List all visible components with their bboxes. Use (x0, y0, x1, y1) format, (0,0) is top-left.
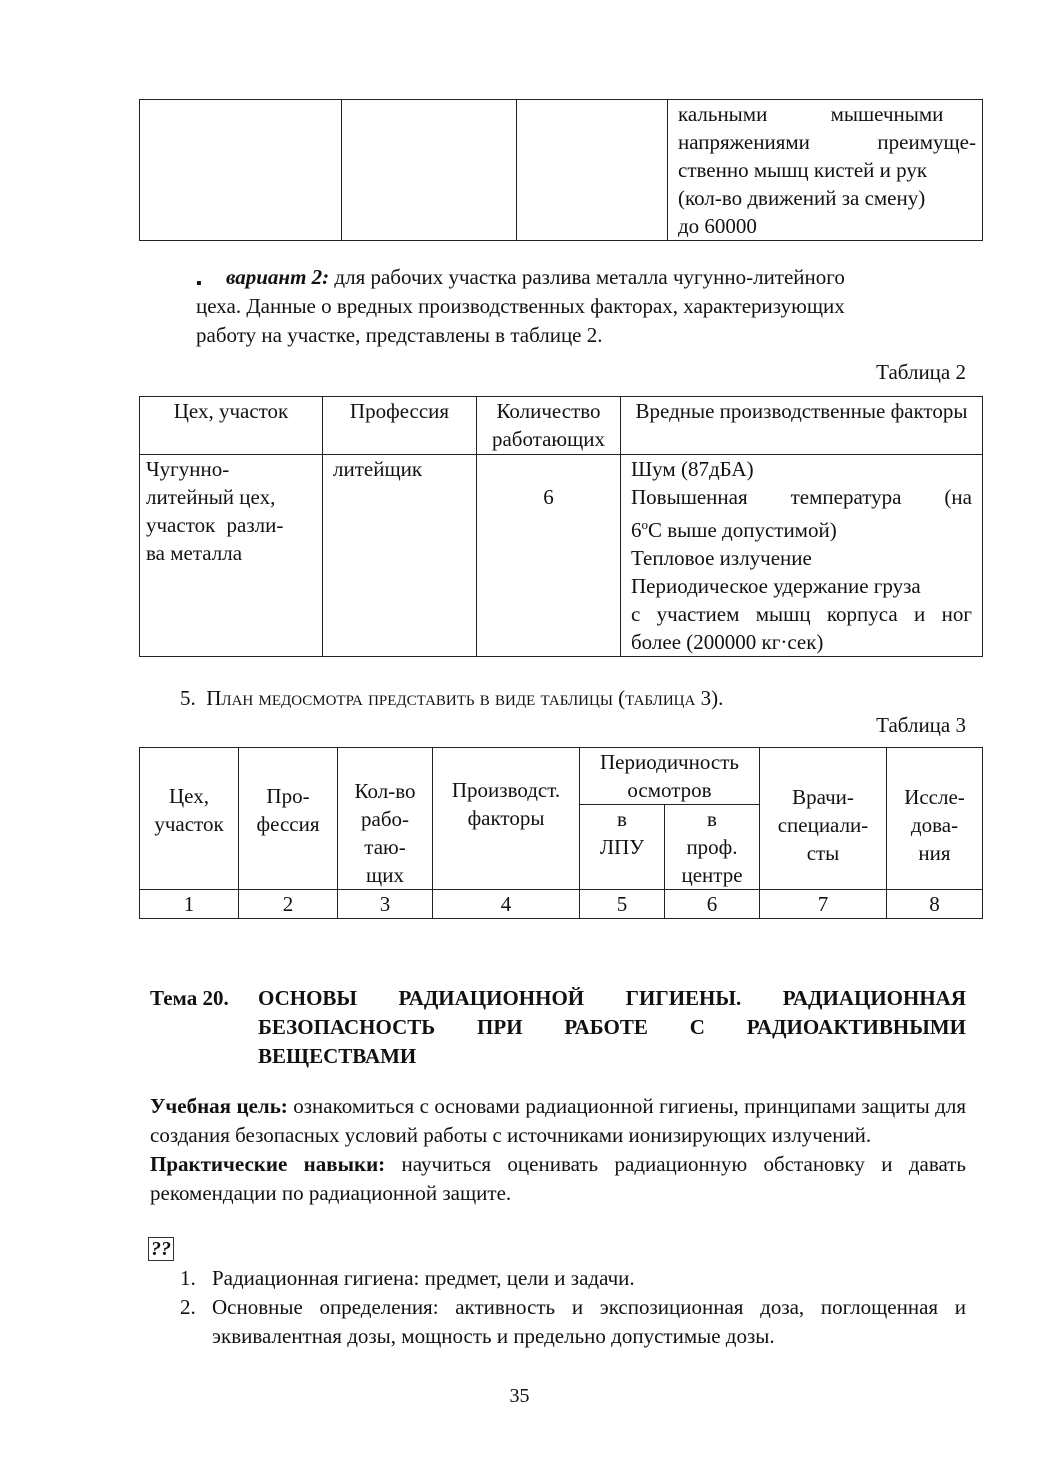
table-3-caption: Таблица 3 (876, 713, 966, 737)
table-cell (517, 100, 668, 241)
text-line: (кол-во движений за смену) (678, 186, 926, 210)
header-shop: Цех, участок (140, 748, 239, 890)
bullet-icon: ▪ (196, 275, 202, 292)
questions-icon: ?? (148, 1237, 174, 1261)
theme-title-line: ВЕЩЕСТВАМИ (258, 1044, 417, 1068)
theme-label: Тема 20. (150, 986, 229, 1010)
goal-paragraph (150, 1092, 966, 1150)
text-line: более (200000 кг·сек) (631, 630, 824, 654)
text-line: литейный цех, (146, 485, 276, 509)
list-item (180, 1264, 966, 1293)
text-line: участок разли- (146, 513, 284, 537)
page-number: 35 (509, 1385, 530, 1407)
column-number: 2 (239, 890, 338, 919)
header-shop: Цех, участок (140, 397, 323, 455)
cell-count: 6 (477, 455, 621, 657)
table-2 (139, 396, 983, 657)
text-line: для рабочих участка разлива металла чугунно-литейного (329, 265, 845, 289)
header-research: Иссле- дова- ния (887, 748, 983, 890)
text-line: Чугунно- (146, 457, 230, 481)
text-line: Повышенная температура (на (631, 485, 972, 509)
header-factors: Производст. факторы (433, 748, 580, 890)
column-number: 6 (665, 890, 760, 919)
list-item (180, 1293, 966, 1351)
text-line: с участием мышц корпуса и ног (631, 602, 972, 626)
table-row (140, 455, 983, 657)
header-periodicity: Периодичность осмотров (580, 748, 760, 805)
cell-profession: литейщик (323, 455, 477, 657)
table-2-caption: Таблица 2 (876, 360, 966, 384)
text-line: ственно мышц кистей и рук (678, 158, 928, 182)
column-number: 7 (760, 890, 887, 919)
theme-title-line: БЕЗОПАСНОСТЬ ПРИ РАБОТЕ С РАДИОАКТИВНЫМИ (258, 1015, 966, 1039)
column-number: 8 (887, 890, 983, 919)
item-number: 1. (180, 1266, 196, 1290)
theme-title-line: ОСНОВЫ РАДИАЦИОННОЙ ГИГИЕНЫ. РАДИАЦИОННАЯ (258, 986, 966, 1010)
text-line: цеха. Данные о вредных производственных факторах, характеризующих (196, 294, 845, 318)
text-line: Периодическое удержание груза (631, 574, 921, 598)
section-number: 5. (180, 686, 196, 710)
theme-heading (150, 984, 966, 1071)
text-line: Тепловое излучение (631, 546, 812, 570)
header-doctors: Врачи- специали- сты (760, 748, 887, 890)
text-line: работу на участке, представлены в таблице 2. (196, 323, 603, 347)
item-number: 2. (180, 1295, 196, 1319)
header-lpu: в ЛПУ (580, 805, 665, 890)
header-count: Кол-во рабо- таю- щих (338, 748, 433, 890)
column-number: 5 (580, 890, 665, 919)
header-prof-center: в проф. центре (665, 805, 760, 890)
text-line: до 60000 (678, 214, 757, 238)
header-profession: Профессия (323, 397, 477, 455)
skills-label: Практические навыки: (150, 1152, 386, 1176)
skills-paragraph (150, 1150, 966, 1208)
table-number-row (140, 890, 983, 919)
cell-factors (621, 455, 983, 657)
skills-text: научиться оценивать радиационную обстановку и давать рекомендации по радиационной защите. (150, 1152, 967, 1205)
table-cell (342, 100, 517, 241)
table-cell (140, 100, 342, 241)
text-line: напряжениями преимуще- (678, 130, 976, 154)
column-number: 3 (338, 890, 433, 919)
text-line: $6^оС$ выше допустимой) (631, 517, 837, 542)
text-line: кальными мышечными (678, 102, 944, 126)
column-number: 4 (433, 890, 580, 919)
header-factors: Вредные производственные факторы (621, 397, 983, 455)
header-count: Количество работающих (477, 397, 621, 455)
section-5-heading (180, 686, 723, 711)
table-header-row (140, 748, 983, 805)
column-number: 1 (140, 890, 239, 919)
goal-text: ознакомиться с основами радиационной гигиены, принципами защиты для создания безопасных условий работы с источниками ионизирующих излучений. (150, 1094, 966, 1147)
item-text: Радиационная гигиена: предмет, цели и задачи. (212, 1266, 635, 1290)
table-3 (139, 747, 983, 919)
goal-label: Учебная цель: (150, 1094, 288, 1118)
header-profession: Про- фессия (239, 748, 338, 890)
goal-section (150, 1092, 966, 1208)
text-line: ва металла (146, 541, 243, 565)
table-cell-factors (668, 100, 983, 241)
text-line: Шум (87дБА) (631, 457, 754, 481)
variant-2-paragraph (196, 263, 966, 350)
item-text: Основные определения: активность и экспозиционная доза, поглощенная и эквивалентная дозы, мощность и предельно допустимые дозы. (212, 1295, 966, 1348)
table-1-fragment (139, 99, 983, 241)
cell-shop (140, 455, 323, 657)
table-header-row (140, 397, 983, 455)
section-text: План медосмотра представить в виде таблицы (таблица 3). (206, 686, 724, 710)
questions-list (180, 1264, 966, 1351)
variant-label: вариант 2: (226, 265, 330, 289)
